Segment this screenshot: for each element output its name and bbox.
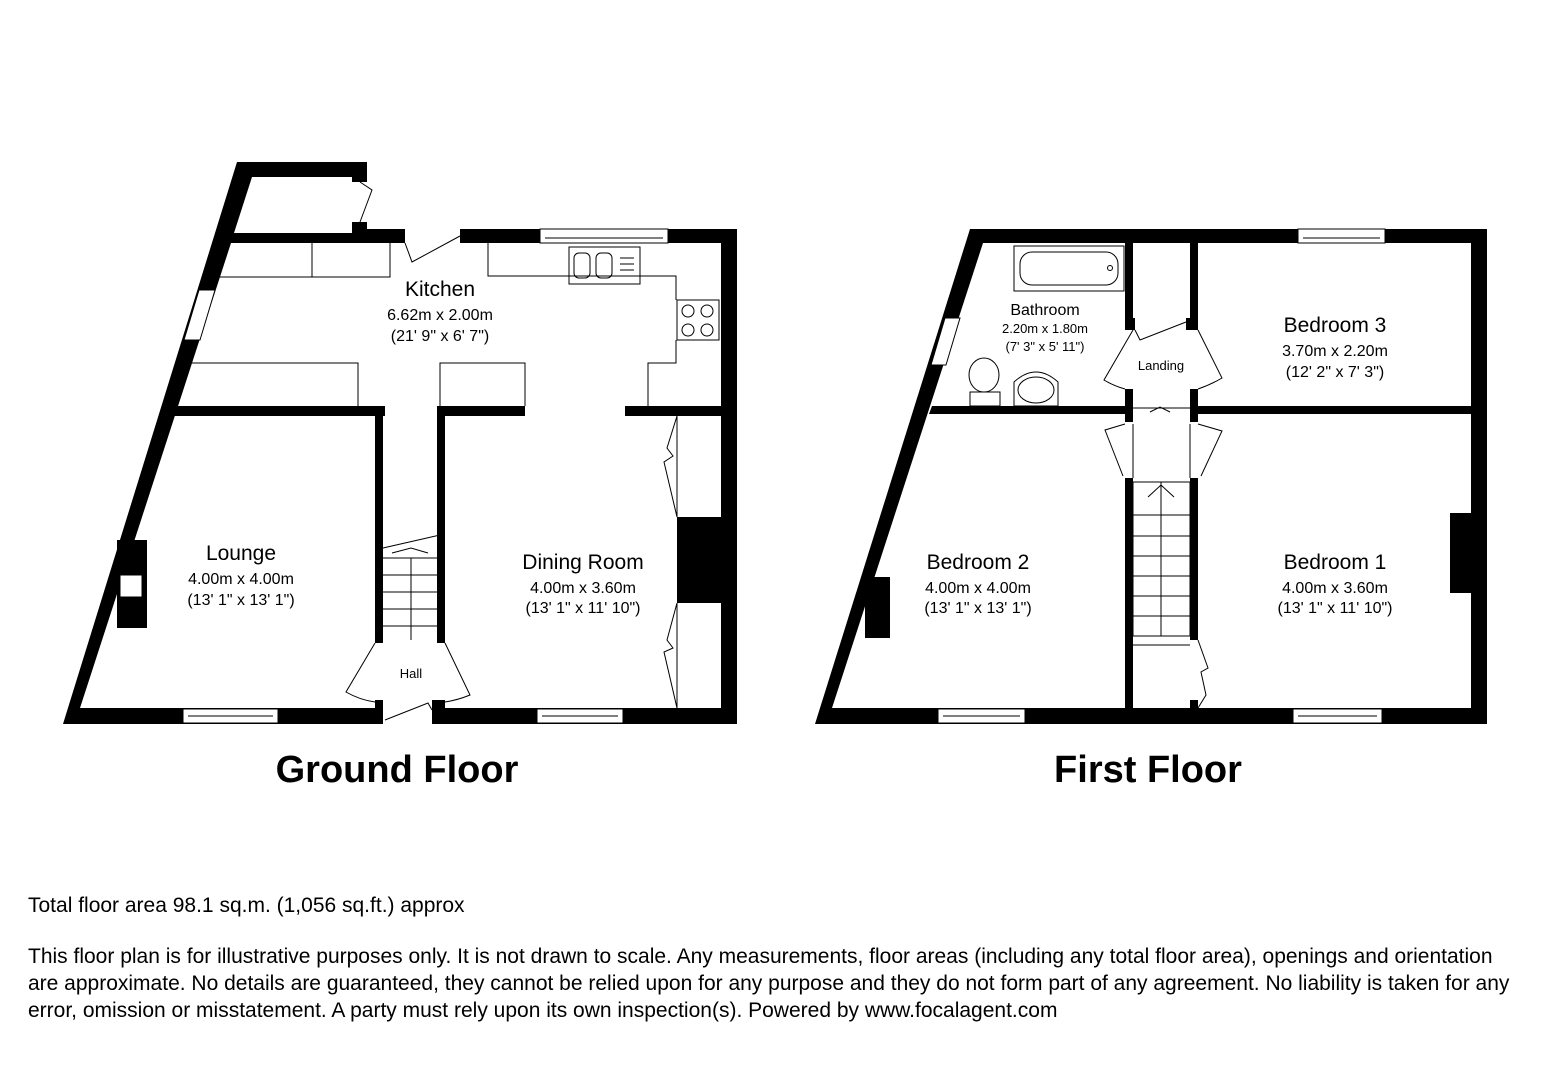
room-size-imperial: (13' 1" x 11' 10") (525, 600, 641, 617)
room-name-bedroom-1: Bedroom 1 (1283, 551, 1387, 574)
room-size-metric: 4.00m x 3.60m (530, 580, 636, 597)
room-size-metric: 4.00m x 4.00m (925, 580, 1031, 597)
window-icon (537, 709, 623, 723)
ground-floor-plan (63, 162, 737, 791)
room-name-bedroom-2: Bedroom 2 (926, 551, 1030, 574)
room-name-kitchen: Kitchen (404, 278, 476, 301)
first-floor-title: First Floor (1054, 749, 1242, 791)
room-size-imperial: (13' 1" x 13' 1") (924, 600, 1032, 617)
room-size-metric: 4.00m x 4.00m (188, 571, 294, 588)
porch-interior (234, 177, 352, 233)
window-icon (1298, 229, 1385, 243)
room-size-imperial: (13' 1" x 11' 10") (1277, 600, 1393, 617)
first-interior (832, 243, 1471, 708)
window-icon (183, 709, 278, 723)
window-icon (1293, 709, 1382, 723)
room-name-bedroom-3: Bedroom 3 (1283, 314, 1387, 337)
room-name-lounge: Lounge (205, 542, 277, 565)
room-size-metric: 6.62m x 2.00m (387, 307, 493, 324)
room-name-dining-room: Dining Room (522, 551, 644, 574)
window-icon (938, 709, 1025, 723)
room-size-imperial: (7' 3" x 5' 11") (1005, 339, 1085, 354)
room-size-imperial: (13' 1" x 13' 1") (187, 592, 295, 609)
room-size-metric: 2.20m x 1.80m (1002, 321, 1088, 336)
disclaimer: This floor plan is for illustrative purposes only. It is not drawn to scale. Any measurements, floor areas (including any total floor area), openings and orientation are approximate. No details are guaranteed, they cannot be relied upon for any purpose and they do not form part of any agreement. No liability is taken for any error, omission or misstatement. A party must rely upon its own inspection(s). Powered by www.focalagent.com (28, 945, 1510, 1022)
room-name-hall: Hall (399, 666, 423, 681)
room-name-bathroom: Bathroom (1010, 302, 1080, 319)
room-size-metric: 3.70m x 2.20m (1282, 343, 1388, 360)
room-size-metric: 4.00m x 3.60m (1282, 580, 1388, 597)
room-size-imperial: (21' 9" x 6' 7") (390, 328, 490, 345)
room-size-imperial: (12' 2" x 7' 3") (1285, 364, 1385, 381)
total-floor-area: Total floor area 98.1 sq.m. (1,056 sq.ft.) approx (28, 894, 465, 917)
fireplace-icon (120, 575, 142, 597)
window-icon (540, 229, 668, 243)
room-name-landing: Landing (1137, 358, 1185, 373)
first-floor-plan (815, 229, 1487, 791)
ground-floor-title: Ground Floor (275, 749, 519, 791)
